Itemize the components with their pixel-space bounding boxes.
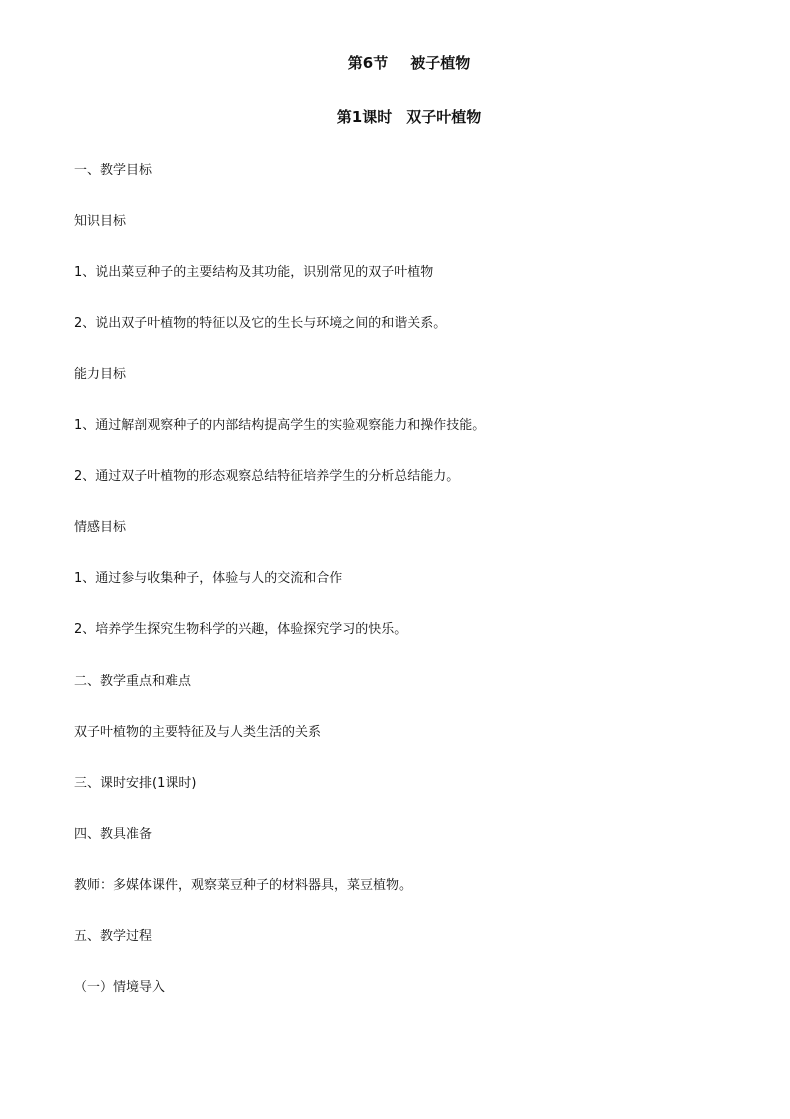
ability-objective-item: 2、通过双子叶植物的形态观察总结特征培养学生的分析总结能力。 xyxy=(74,469,460,484)
document-subtitle xyxy=(0,107,790,127)
emotional-objective-item: 1、通过参与收集种子，体验与人的交流和合作 xyxy=(74,571,343,586)
knowledge-objective-item: 1、说出菜豆种子的主要结构及其功能，识别常见的双子叶植物 xyxy=(74,265,434,280)
section-heading-process: 五、教学过程 xyxy=(74,929,153,944)
materials-text: 教师：多媒体课件，观察菜豆种子的材料器具，菜豆植物。 xyxy=(74,878,413,893)
document-title xyxy=(0,53,790,73)
knowledge-objective-item: 2、说出双子叶植物的特征以及它的生长与环境之间的和谐关系。 xyxy=(74,316,447,331)
subtitle-lesson-number: 第1课时 xyxy=(336,108,393,126)
title-section-number: 第6节 xyxy=(347,54,389,72)
section-heading-materials: 四、教具准备 xyxy=(74,827,153,842)
emotional-objective-item: 2、培养学生探究生物科学的兴趣，体验探究学习的快乐。 xyxy=(74,622,408,637)
subheading-knowledge-objectives: 知识目标 xyxy=(74,214,127,229)
subheading-emotional-objectives: 情感目标 xyxy=(74,520,127,535)
key-points-text: 双子叶植物的主要特征及与人类生活的关系 xyxy=(74,725,322,740)
subtitle-lesson-name: 双子叶植物 xyxy=(406,108,482,126)
subheading-ability-objectives: 能力目标 xyxy=(74,367,127,382)
section-heading-objectives: 一、教学目标 xyxy=(74,163,153,178)
ability-objective-item: 1、通过解剖观察种子的内部结构提高学生的实验观察能力和操作技能。 xyxy=(74,418,486,433)
section-heading-schedule: 三、课时安排(1课时) xyxy=(74,776,197,791)
title-section-name: 被子植物 xyxy=(410,54,471,72)
subsection-heading-introduction: （一）情境导入 xyxy=(74,980,166,995)
section-heading-key-points: 二、教学重点和难点 xyxy=(74,674,192,689)
